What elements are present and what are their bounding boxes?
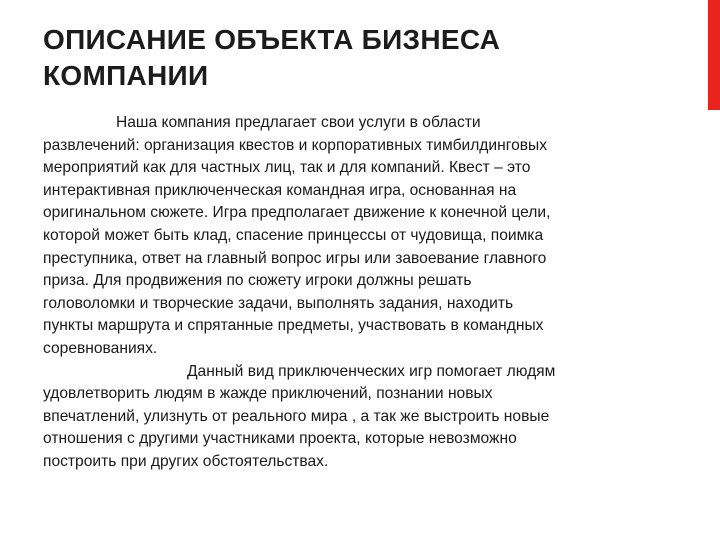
text-line: которой может быть клад, спасение принцессы от чудовища, поимка — [43, 226, 544, 244]
text-line: приза. Для продвижения по сюжету игроки должны решать — [43, 272, 472, 290]
paragraph-2 — [43, 361, 683, 474]
text-line: развлечений: организация квестов и корпоративных тимбилдинговых — [43, 136, 548, 154]
text-line: удовлетворить людям в жажде приключений, познании новых — [43, 385, 493, 403]
text-line: отношения с другими участниками проекта, которые невозможно — [43, 430, 517, 448]
text-line: Наша компания предлагает свои услуги в области — [116, 114, 481, 131]
text-line: Данный вид приключенческих игр помогает людям — [187, 362, 556, 380]
text-line: головоломки и творческие задачи, выполнять задания, находить — [43, 294, 514, 312]
text-line: впечатлений, улизнуть от реального мира , а так же выстроить новые — [43, 407, 550, 425]
title-line: КОМПАНИИ — [43, 60, 209, 91]
text-line: построить при других обстоятельствах. — [43, 452, 329, 470]
text-line: преступника, ответ на главный вопрос игры или завоевание главного — [43, 249, 547, 267]
accent-bar — [708, 0, 720, 110]
text-line: соревнованиях. — [43, 339, 158, 357]
text-line: интерактивная приключенческая командная игра, основанная на — [43, 181, 517, 199]
text-line: мероприятий как для частных лиц, так и для компаний. Квест – это — [43, 159, 531, 177]
slide-title — [43, 22, 683, 94]
slide-body-text — [43, 112, 683, 474]
title-line: ОПИСАНИЕ ОБЪЕКТА БИЗНЕСА — [43, 24, 501, 55]
paragraph-1 — [43, 112, 683, 361]
text-line: пункты маршрута и спрятанные предметы, участвовать в командных — [43, 317, 544, 335]
text-line: оригинальном сюжете. Игра предполагает движение к конечной цели, — [43, 204, 551, 222]
